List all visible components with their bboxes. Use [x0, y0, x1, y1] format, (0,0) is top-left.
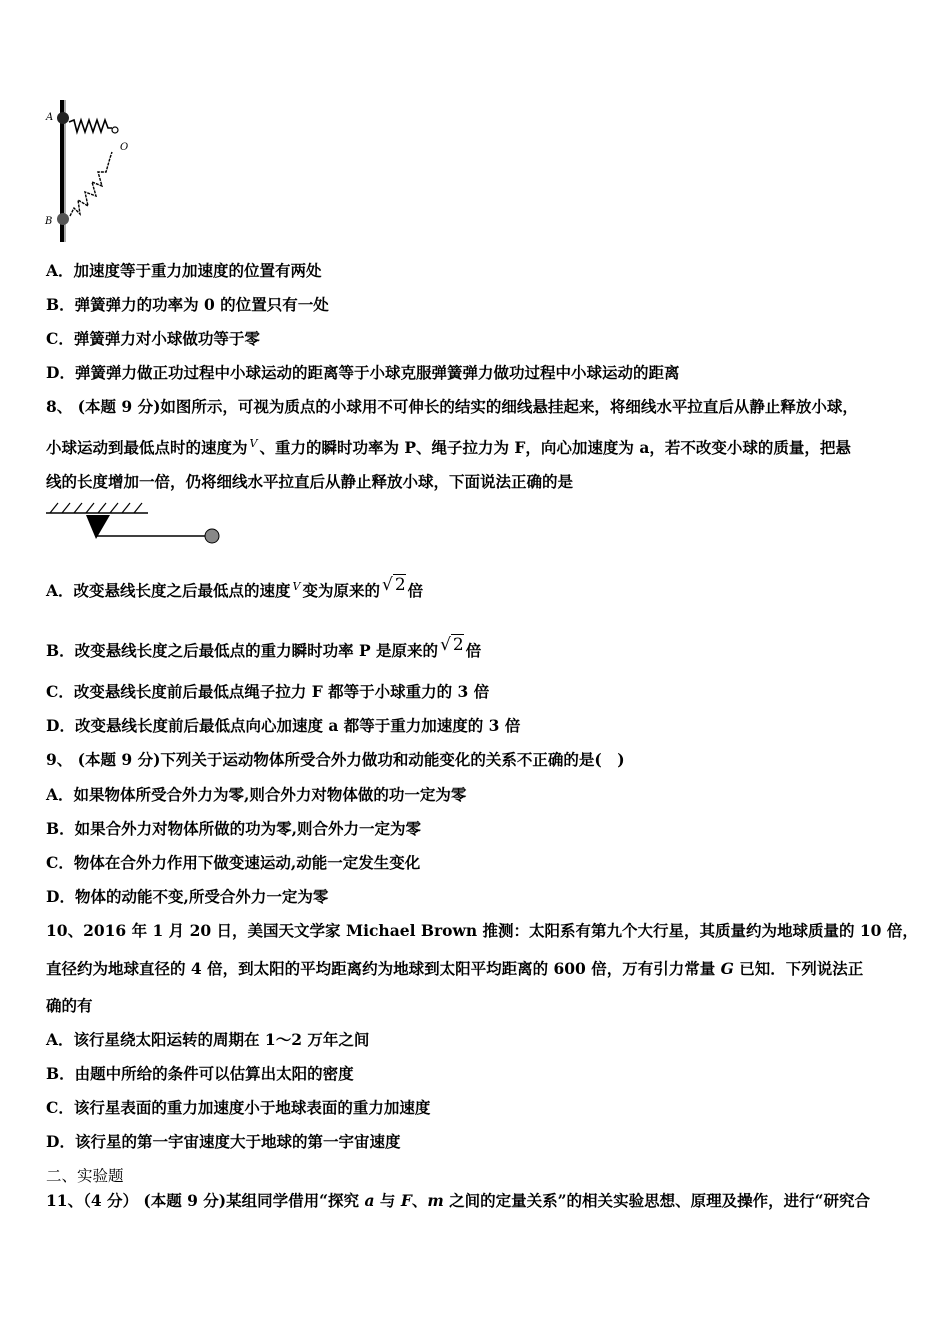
q8-option-b: B．改变悬线长度之后最低点的重力瞬时功率 P 是原来的 √ 2 倍	[46, 635, 482, 660]
q9-option-c: C．物体在合外力作用下做变速运动,动能一定发生变化	[46, 853, 421, 872]
q7-option-d: D．弹簧弹力做正功过程中小球运动的距离等于小球克服弹簧弹力做功过程中小球运动的距离	[46, 363, 680, 382]
q7-option-a: A．加速度等于重力加速度的位置有两处	[46, 261, 322, 280]
q10-stem-line3: 确的有	[46, 996, 93, 1015]
q8-stem-line3: 线的长度增加一倍，仍将细线水平拉直后从静止释放小球，下面说法正确的是	[46, 472, 574, 491]
q7-option-b: B．弹簧弹力的功率为 0 的位置只有一处	[46, 295, 329, 314]
q8-option-a: A．改变悬线长度之后最低点的速度 $^V$ 变为原来的 √ 2 倍	[46, 575, 424, 600]
q8-option-c: C．改变悬线长度前后最低点绳子拉力 F 都等于小球重力的 3 倍	[46, 682, 490, 701]
q7-option-c: C．弹簧弹力对小球做功等于零	[46, 329, 260, 348]
label-b: B	[45, 216, 53, 227]
q10-option-a: A．该行星绕太阳运转的周期在 1～2 万年之间	[46, 1030, 370, 1049]
spring-rod-figure	[40, 96, 150, 246]
sqrt-two: √ 2	[382, 575, 406, 595]
label-a: A	[46, 112, 54, 123]
q10-stem-line1: 10、2016 年 1 月 20 日，美国天文学家 Michael Brown 推测：太阳系有第九个大行星，其质量约为地球质量的 10 倍，	[46, 921, 918, 940]
section-heading: 二、实验题	[46, 1167, 124, 1185]
label-o: O	[120, 142, 129, 153]
q10-option-c: C．该行星表面的重力加速度小于地球表面的重力加速度	[46, 1098, 431, 1117]
q11-stem: 11、（4 分） (本题 9 分)某组同学借用“探究 a 与 F、m 之间的定量关系”的相关实验思想、原理及操作，进行“研究合	[46, 1191, 870, 1210]
q9-option-b: B．如果合外力对物体所做的功为零,则合外力一定为零	[46, 819, 421, 838]
pendulum-figure	[44, 501, 234, 545]
q8-stem-line1: 8、 (本题 9 分)如图所示，可视为质点的小球用不可伸长的结实的细线悬挂起来，将细线水平拉直后从静止释放小球，	[46, 397, 858, 416]
q8-option-d: D．改变悬线长度前后最低点向心加速度 a 都等于重力加速度的 3 倍	[46, 716, 521, 735]
sqrt-two: √ 2	[440, 635, 464, 655]
q9-option-a: A．如果物体所受合外力为零,则合外力对物体做的功一定为零	[46, 785, 467, 804]
q10-option-d: D．该行星的第一宇宙速度大于地球的第一宇宙速度	[46, 1132, 401, 1151]
q10-stem-line2: 直径约为地球直径的 4 倍，到太阳的平均距离约为地球到太阳平均距离的 600 倍，万有引力常量 G 已知．下列说法正	[46, 959, 864, 978]
q10-option-b: B．由题中所给的条件可以估算出太阳的密度	[46, 1064, 354, 1083]
v-symbol: V	[249, 437, 258, 450]
q9-stem: 9、 (本题 9 分)下列关于运动物体所受合外力做功和动能变化的关系不正确的是( )	[46, 750, 625, 769]
q9-option-d: D．物体的动能不变,所受合外力一定为零	[46, 887, 329, 906]
q8-stem-line2: 小球运动到最低点时的速度为 $^V$ 、重力的瞬时功率为 P、绳子拉力为 F，向心加速度为 a，若不改变小球的质量，把悬	[46, 437, 851, 457]
g-symbol: G	[720, 959, 734, 978]
